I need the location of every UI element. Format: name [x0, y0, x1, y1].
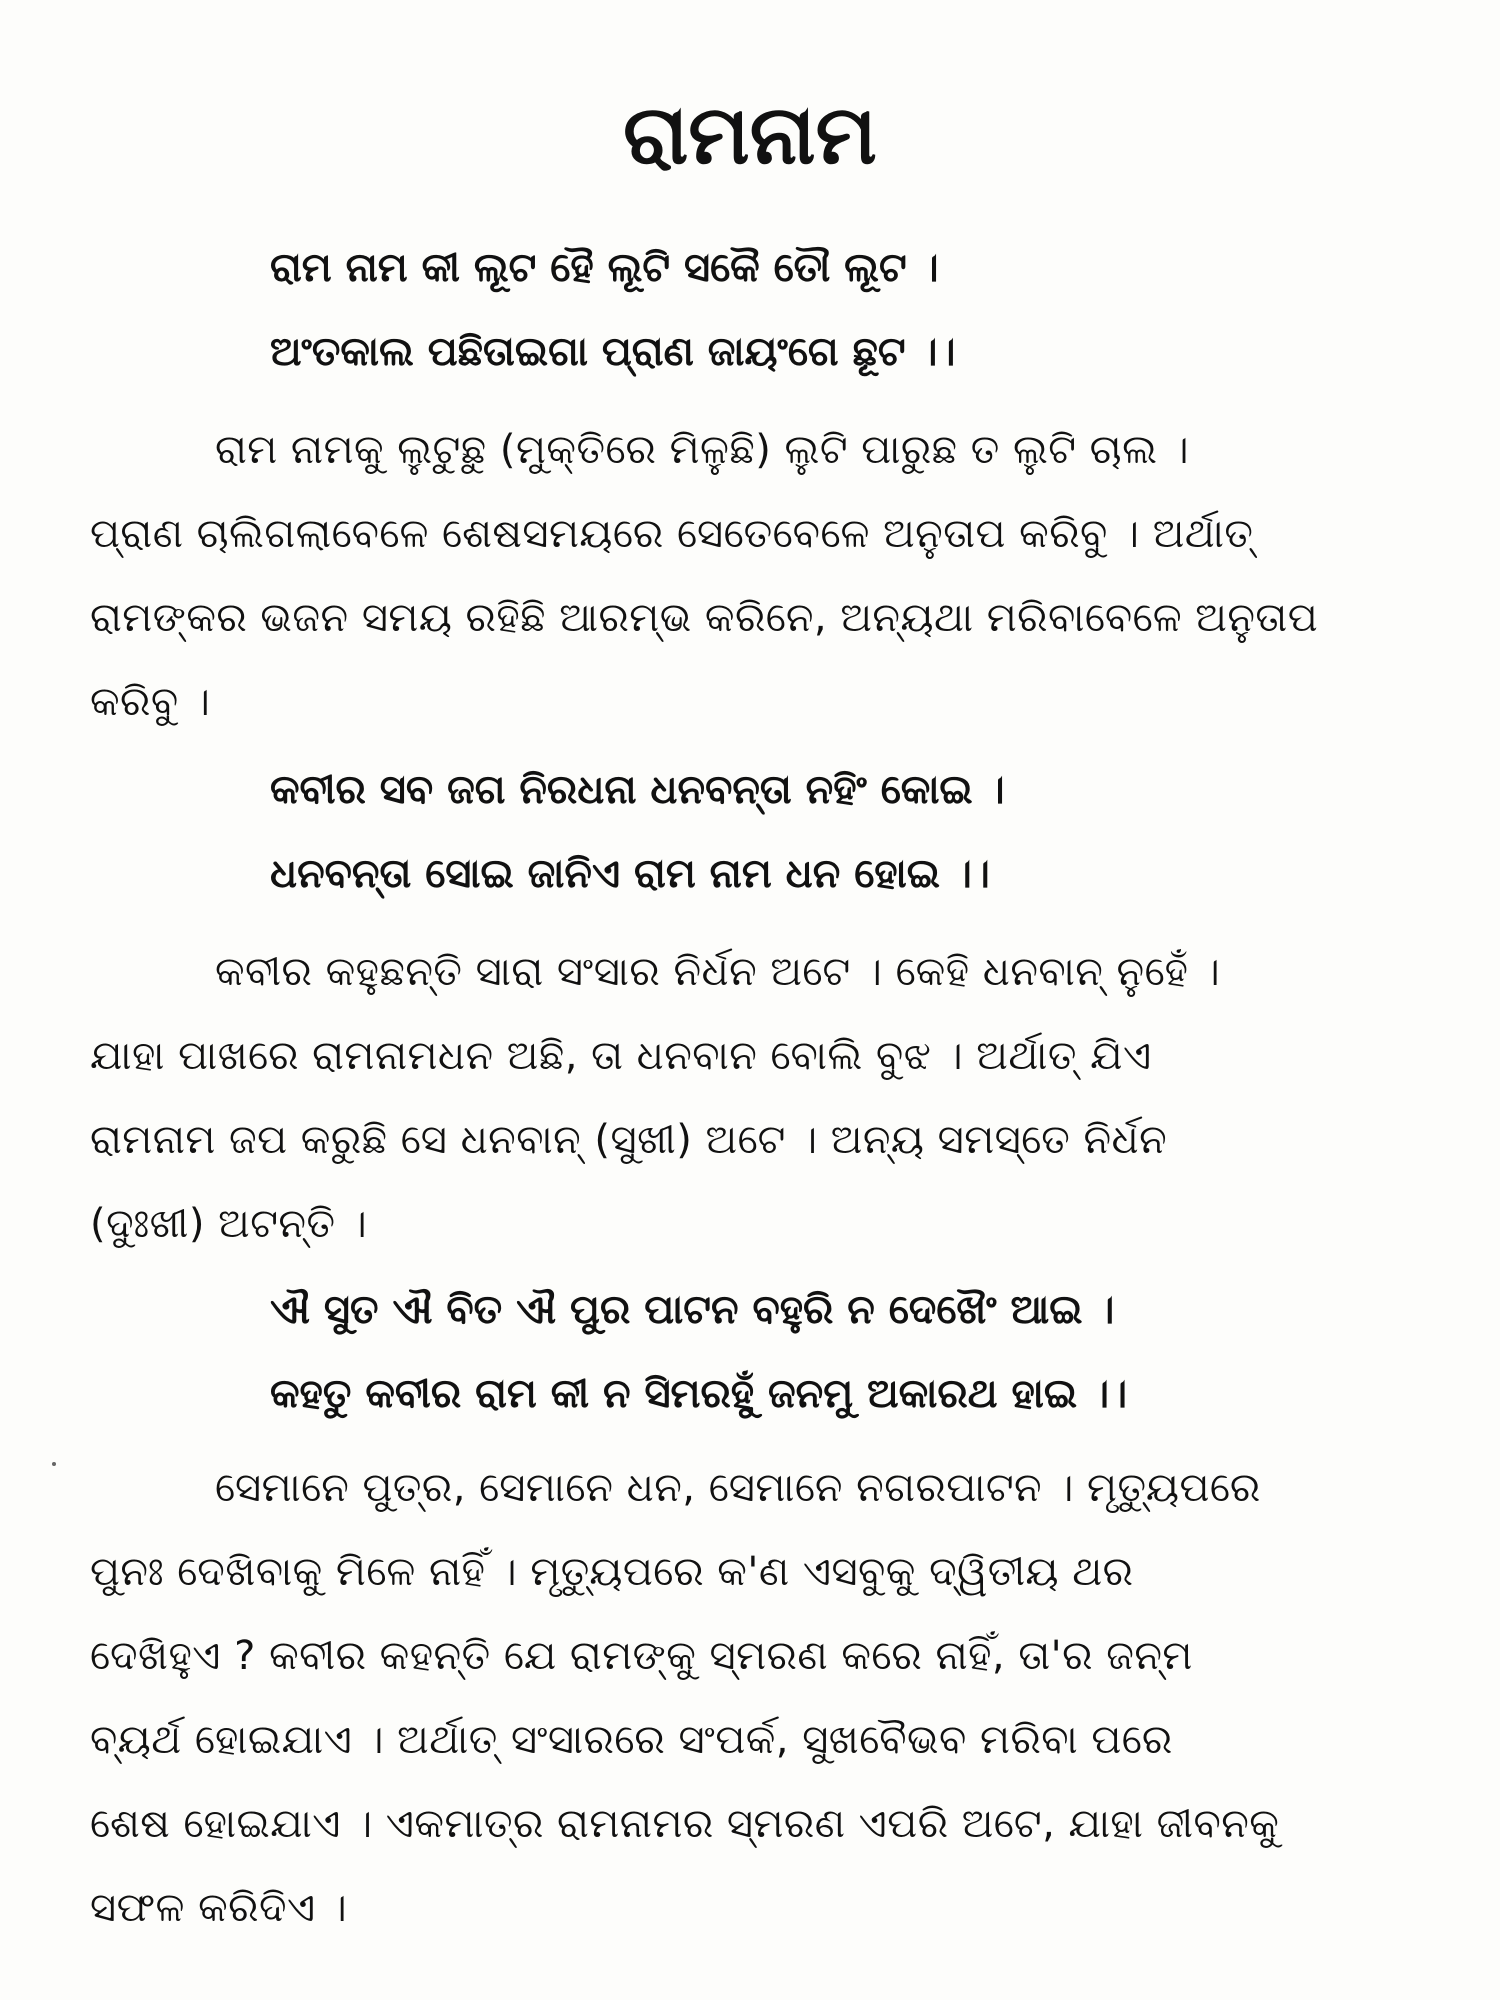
prose-line: ରାମନାମ ଜପ କରୁଛି ସେ ଧନବାନ୍ (ସୁଖୀ) ଅଟେ । ଅନ୍ୟ ସମସ୍ତେ ନିର୍ଧନ	[90, 1117, 1168, 1163]
prose-line: କବୀର କହୁଛନ୍ତି ସାରା ସଂସାର ନିର୍ଧନ ଅଟେ । କେହି ଧନବାନ୍ ନୁହେଁ ।	[215, 949, 1221, 995]
verse-line: କବୀର ସବ ଜଗ ନିରଧନା ଧନବନ୍ତା ନହିଂ କୋଇ ।	[270, 767, 1005, 813]
prose-line: ରାମଙ୍କର ଭଜନ ସମୟ ରହିଛି ଆରମ୍ଭ କରିନେ, ଅନ୍ୟଥା ମରିବାବେଳେ ଅନୁତାପ	[90, 595, 1319, 641]
verse-2	[270, 748, 1470, 916]
page-title: ରାମନାମ	[623, 88, 877, 183]
prose-line: (ଦୁଃଖୀ) ଅଟନ୍ତି ।	[90, 1201, 368, 1247]
prose-line: ଯାହା ପାଖରେ ରାମନାମଧନ ଅଛି, ତା ଧନବାନ ବୋଲି ବୁଝ । ଅର୍ଥାତ୍ ଯିଏ	[90, 1033, 1152, 1079]
verse-line: ଅଂତକାଲ ପଛିତାଇଗା ପ୍ରାଣ ଜାୟଂଗେ ଛୂଟ ।।	[270, 329, 956, 375]
verse-3	[270, 1268, 1470, 1436]
verse-line: ରାମ ନାମ କୀ ଲୂଟ ହୈ ଲୂଟି ସକୈ ତୌ ଲୂଟ ।	[270, 245, 939, 291]
prose-line: ଦେଖିହୁଏ ? କବୀର କହନ୍ତି ଯେ ରାମଙ୍କୁ ସ୍ମରଣ କରେ ନାହିଁ, ତା'ର ଜନ୍ମ	[90, 1633, 1193, 1679]
prose-line: ସଫଳ କରିଦିଏ ।	[90, 1885, 348, 1931]
verse-line: ଧନବନ୍ତା ସୋଇ ଜାନିଏ ରାମ ନାମ ଧନ ହୋଇ ।।	[270, 851, 990, 897]
verse-line: କହତୁ କବୀର ରାମ କୀ ନ ସିମରହୁଁ ଜନମୁ ଅକାରଥ ହାଇ ।।	[270, 1371, 1128, 1417]
prose-line: ରାମ ନାମକୁ ଲୁଟୁଛୁ (ମୁକ୍ତିରେ ମିଳୁଛି) ଲୁଟି ପାରୁଛ ତ ଲୁଟି ଚାଲ ।	[215, 427, 1190, 473]
prose-line: ଶେଷ ହୋଇଯାଏ । ଏକମାତ୍ର ରାମନାମର ସ୍ମରଣ ଏପରି ଅଟେ, ଯାହା ଜୀବନକୁ	[90, 1801, 1280, 1847]
verse-line: ଐ ସୁତ ଐ ବିତ ଐ ପୁର ପାଟନ ବହୁରି ନ ଦେଖୈଂ ଆଇ ।	[270, 1287, 1115, 1333]
prose-line: ପୁନଃ ଦେଖିବାକୁ ମିଳେ ନାହିଁ । ମୃତ୍ୟୁପରେ କ'ଣ ଏସବୁକୁ ଦ୍ୱିତୀୟ ଥର	[90, 1549, 1134, 1595]
prose-line: ପ୍ରାଣ ଚାଲିଗଲାବେଳେ ଶେଷସମୟରେ ସେତେବେଳେ ଅନୁତାପ କରିବୁ । ଅର୍ଥାତ୍	[90, 511, 1254, 557]
prose-line: ସେମାନେ ପୁତ୍ର, ସେମାନେ ଧନ, ସେମାନେ ନଗରପାଟନ । ମୃତ୍ୟୁପରେ	[215, 1465, 1261, 1511]
prose-line: ବ୍ୟର୍ଥ ହୋଇଯାଏ । ଅର୍ଥାତ୍ ସଂସାରରେ ସଂପର୍କ, ସୁଖବୈଭବ ମରିବା ପରେ	[90, 1717, 1173, 1763]
prose-line: କରିବୁ ।	[90, 679, 211, 725]
explanation-3	[90, 1446, 1430, 1950]
scan-speck	[52, 1462, 56, 1466]
explanation-1	[90, 408, 1430, 744]
verse-1	[270, 226, 1470, 394]
explanation-2	[90, 930, 1430, 1266]
